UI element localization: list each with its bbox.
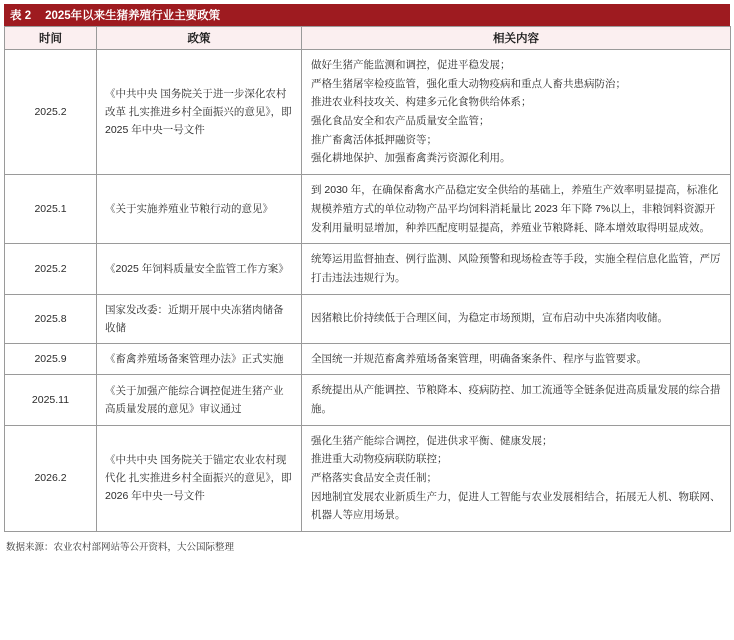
content-line: 推进农业科技攻关、构建多元化食物供给体系； [311,96,532,109]
table-row [5,425,731,531]
cell-content [302,294,731,343]
content-line: 做好生猪产能监测和调控，促进平稳发展； [311,59,511,71]
cell-content [302,50,731,175]
content-line: 推广畜禽活体抵押融资等； [311,133,437,146]
table-row [5,294,731,343]
cell-date: 2025.9 [5,343,97,375]
content-line: 强化食品安全和农产品质量安全监管； [311,115,490,128]
content-line: 推进重大动物疫病联防联控； [311,453,448,466]
policy-table [4,26,731,532]
cell-date: 2025.2 [5,50,97,175]
content-line: 统筹运用监督抽查、例行监测、风险预警和现场检查等手段，实施全程信息化监管，严厉打击违法违规行为。 [311,253,721,284]
content-line: 因猪粮比价持续低于合理区间，为稳定市场预期，宣布启动中央冻猪肉收储。 [311,312,668,325]
table-body [5,50,731,532]
cell-content [302,343,731,375]
cell-policy: 《畜禽养殖场备案管理办法》正式实施 [97,343,302,375]
column-header-policy: 政策 [97,27,302,50]
content-line: 因地制宜发展农业新质生产力，促进人工智能与农业发展相结合，拓展无人机、物联网、机器人等应用场景。 [311,490,721,522]
content-line: 系统提出从产能调控、节粮降本、疫病防控、加工流通等全链条促进高质量发展的综合措施。 [311,384,721,416]
page-title: 2025年以来生猪养殖行业主要政策 [45,10,221,22]
cell-content [302,375,731,425]
content-line: 到 2030 年，在确保畜禽水产品稳定安全供给的基础上，养殖生产效率明显提高，标准化规模养殖方式的单位动物产品平均饲料消耗量比 2023 年下降 7%以上，非粮饲料资源开发利用量明显增加，种养匹配度明显提高，养殖业节粮降耗、降本增效取得明显成效。 [311,184,719,234]
cell-content [302,425,731,531]
content-line: 严格生猪屠宰检疫监管，强化重大动物疫病和重点人畜共患病防治； [311,77,626,90]
cell-policy: 《关于实施养殖业节粮行动的意见》 [97,175,302,244]
cell-policy: 《关于加强产能综合调控促进生猪产业高质量发展的意见》审议通过 [97,375,302,425]
cell-date: 2025.8 [5,294,97,343]
table-title-bar [4,4,730,26]
content-line: 严格落实食品安全责任制； [311,472,437,485]
table-row [5,343,731,375]
cell-policy: 《2025 年饲料质量安全监管工作方案》 [97,244,302,294]
policy-table-document [0,4,734,553]
cell-policy: 《中共中央 国务院关于进一步深化农村改革 扎实推进乡村全面振兴的意见》，即 2025 年中央一号文件 [97,50,302,175]
table-row [5,175,731,244]
cell-content [302,244,731,294]
table-header-row [5,27,731,50]
column-header-date: 时间 [5,27,97,50]
content-line: 全国统一并规范畜禽养殖场备案管理，明确备案条件、程序与监管要求。 [311,352,647,365]
cell-content [302,175,731,244]
cell-date: 2026.2 [5,425,97,531]
table-row [5,244,731,294]
table-row [5,50,731,175]
cell-date: 2025.1 [5,175,97,244]
cell-date: 2025.2 [5,244,97,294]
content-line: 强化耕地保护、加强畜禽粪污资源化利用。 [311,152,511,165]
source-note: 数据来源：农业农村部网站等公开资料，大公国际整理 [6,542,235,554]
column-header-content: 相关内容 [302,27,731,50]
cell-date: 2025.11 [5,375,97,425]
table-number-label: 表 2 [10,10,32,22]
table-row [5,375,731,425]
content-line: 强化生猪产能综合调控，促进供求平衡、健康发展； [311,434,553,447]
cell-policy: 《中共中央 国务院关于锚定农业农村现代化 扎实推进乡村全面振兴的意见》，即 2026 年中央一号文件 [97,425,302,531]
table-header [5,27,731,50]
cell-policy: 国家发改委：近期开展中央冻猪肉储备收储 [97,294,302,343]
